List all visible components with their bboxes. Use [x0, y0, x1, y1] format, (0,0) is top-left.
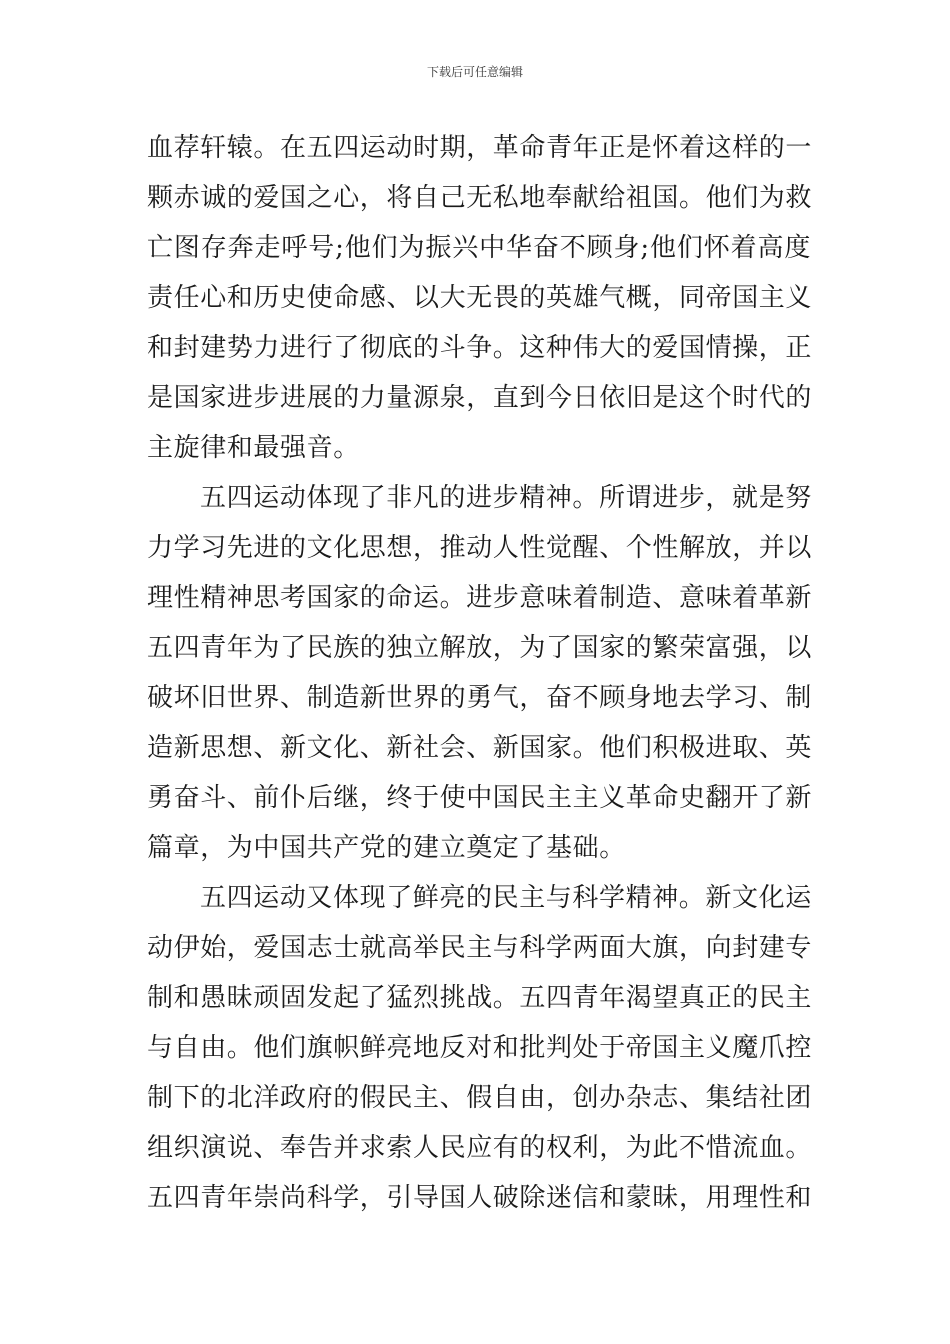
paragraph-3-line-4: 与自由。他们旗帜鲜亮地反对和批判处于帝国主义魔爪控 — [147, 1033, 813, 1063]
paragraph-1-line-1: 血荐轩辕。在五四运动时期，革命青年正是怀着这样的一 — [147, 133, 813, 163]
paragraph-3-line-1: 五四运动又体现了鲜亮的民主与科学精神。新文化运 — [200, 883, 812, 913]
paragraph-1-line-2: 颗赤诚的爱国之心，将自己无私地奉献给祖国。他们为救 — [147, 183, 813, 213]
document-body — [147, 123, 811, 1223]
paragraph-1-line-5: 和封建势力进行了彻底的斗争。这种伟大的爱国情操，正 — [147, 333, 813, 363]
paragraph-2-line-3: 理性精神思考国家的命运。进步意味着制造、意味着革新 — [147, 583, 813, 613]
paragraph-3-line-3: 制和愚昧顽固发起了猛烈挑战。五四青年渴望真正的民主 — [147, 983, 813, 1013]
paragraph-3-line-7: 五四青年崇尚科学，引导国人破除迷信和蒙昧，用理性和 — [147, 1183, 813, 1213]
paragraph-2-line-2: 力学习先进的文化思想，推动人性觉醒、个性解放，并以 — [147, 533, 813, 563]
paragraph-1-line-3: 亡图存奔走呼号;他们为振兴中华奋不顾身;他们怀着高度 — [147, 233, 811, 263]
paragraph-1-line-4: 责任心和历史使命感、以大无畏的英雄气概，同帝国主义 — [147, 283, 813, 313]
page-header: 下载后可任意编辑 — [426, 65, 523, 79]
paragraph-1-line-6: 是国家进步进展的力量源泉，直到今日依旧是这个时代的 — [147, 383, 813, 413]
paragraph-2-line-8: 篇章，为中国共产党的建立奠定了基础。 — [147, 833, 626, 863]
paragraph-2-line-6: 造新思想、新文化、新社会、新国家。他们积极进取、英 — [147, 733, 813, 763]
paragraph-2-line-1: 五四运动体现了非凡的进步精神。所谓进步，就是努 — [200, 483, 812, 513]
paragraph-2-line-5: 破坏旧世界、制造新世界的勇气，奋不顾身地去学习、制 — [147, 683, 813, 713]
paragraph-2-line-4: 五四青年为了民族的独立解放，为了国家的繁荣富强，以 — [147, 633, 813, 663]
paragraph-1-line-7: 主旋律和最强音。 — [147, 433, 360, 463]
paragraph-3-line-2: 动伊始，爱国志士就高举民主与科学两面大旗，向封建专 — [147, 933, 813, 963]
paragraph-2-line-7: 勇奋斗、前仆后继，终于使中国民主主义革命史翻开了新 — [147, 783, 813, 813]
paragraph-3-line-6: 组织演说、奉告并求索人民应有的权利，为此不惜流血。 — [147, 1133, 813, 1163]
paragraph-3-line-5: 制下的北洋政府的假民主、假自由，创办杂志、集结社团 — [147, 1083, 813, 1113]
